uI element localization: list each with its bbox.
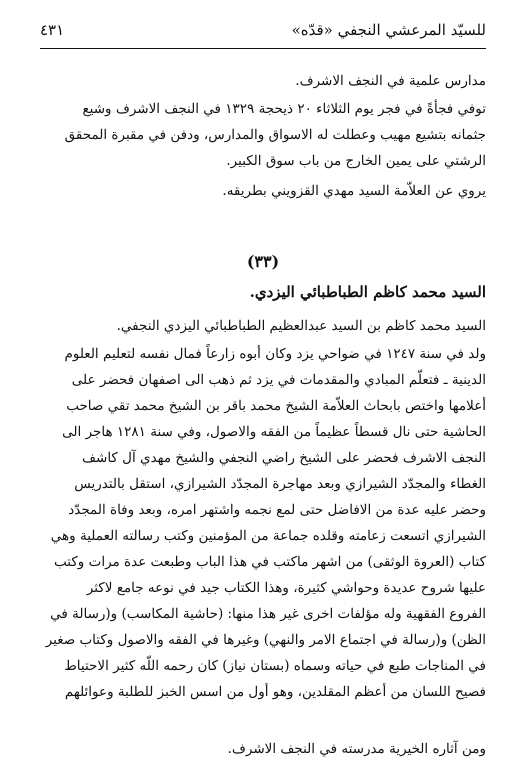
paragraph-death	[40, 96, 486, 174]
entry-title: السيد محمد كاظم الطباطبائي اليزدي.	[249, 283, 486, 301]
paragraph-biography	[40, 341, 486, 705]
text-line: الغطاء والمجدّد الشيرازي وبعد مهاجرة المجدّد الشيرازي، استقل بالتدريس	[74, 476, 486, 492]
text-line: كتاب (العروة الوثقى) من اشهر ماكتب في هذا الباب وطبعت عدة مرات وكتب	[54, 554, 486, 570]
text-line: الفروع الفقهية وله مؤلفات اخرى غير هذا منها: (حاشية المكاسب) و(رسالة في	[50, 606, 486, 622]
paragraph-legacy: ومن آثاره الخيرية مدرسته في النجف الاشرف.	[227, 741, 486, 757]
paragraph-lineage: السيد محمد كاظم بن السيد عبدالعظيم الطباطبائي اليزدي النجفي.	[116, 318, 486, 334]
text-line: الظن) و(رسالة في اجتماع الامر والنهي) وغيرها في الفقه والاصول وكتاب صغير	[45, 632, 486, 648]
text-line: الدينية ـ فتعلّم المبادي والمقدمات في يزد ثم ذهب الى اصفهان فحضر على	[71, 372, 486, 388]
text-line: في المناجات طبع في حياته وسماه (بستان نياز) كان رحمه اللّه كثير الاحتياط	[64, 658, 486, 674]
header-rule	[40, 48, 486, 49]
text-line: توفي فجأةً في فجر يوم الثلاثاء ٢٠ ذيحجة ١٣٢٩ في النجف الاشرف وشيع	[82, 101, 486, 117]
entry-number: (٣٣)	[246, 252, 280, 271]
text-line: الشيرازي اتسعت زعامته وقلده جماعة من المؤمنين وكتب رسالته العملية وهي	[50, 528, 486, 544]
running-title: للسيّد المرعشي النجفي «قدّه»	[291, 21, 486, 39]
text-line: الحاشية حتى نال قسطاً عظيماً من الفقه والاصول، وفي سنة ١٢٨١ هاجر الى	[62, 424, 486, 440]
text-line: فصيح اللسان من أعظم المقلدين، وهو أول من اسس الخبز للطلبة وعوائلهم	[64, 684, 486, 700]
text-line: أعلامها واختص بابحاث العلاّمة الشيخ محمد باقر بن الشيخ محمد تقي صاحب	[66, 398, 486, 414]
page-header	[40, 18, 486, 42]
paragraph-narration: يروي عن العلاّمة السيد مهدي القزويني بطريقه.	[222, 183, 486, 199]
text-line: جثمانه بتشيع مهيب وعطلت له الاسواق والمدارس، ودفن في مقبرة المحقق	[64, 127, 486, 143]
text-line: الرشتي على يمين الخارج من باب سوق الكبير.	[226, 153, 486, 169]
text-line: النجف الاشرف فحضر على الشيخ راضي النجفي والشيخ مهدي آل كاشف	[82, 450, 486, 466]
paragraph-schools: مدارس علمية في النجف الاشرف.	[295, 73, 486, 89]
text-line: وحضر عليه عدة من الافاضل حتى لمع نجمه واشتهر امره، وبعد وفاة المجدّد	[68, 502, 486, 518]
page-number: ٤٣١	[40, 21, 65, 39]
text-line: ولد في سنة ١٢٤٧ في ضواحي يزد وكان أبوه زارعاً فمال نفسه لتعليم العلوم	[64, 346, 486, 362]
text-line: عليها شروح عديدة وحواشي كثيرة، وهذا الكتاب جيد في نوعه جامع لاكثر	[86, 580, 486, 596]
